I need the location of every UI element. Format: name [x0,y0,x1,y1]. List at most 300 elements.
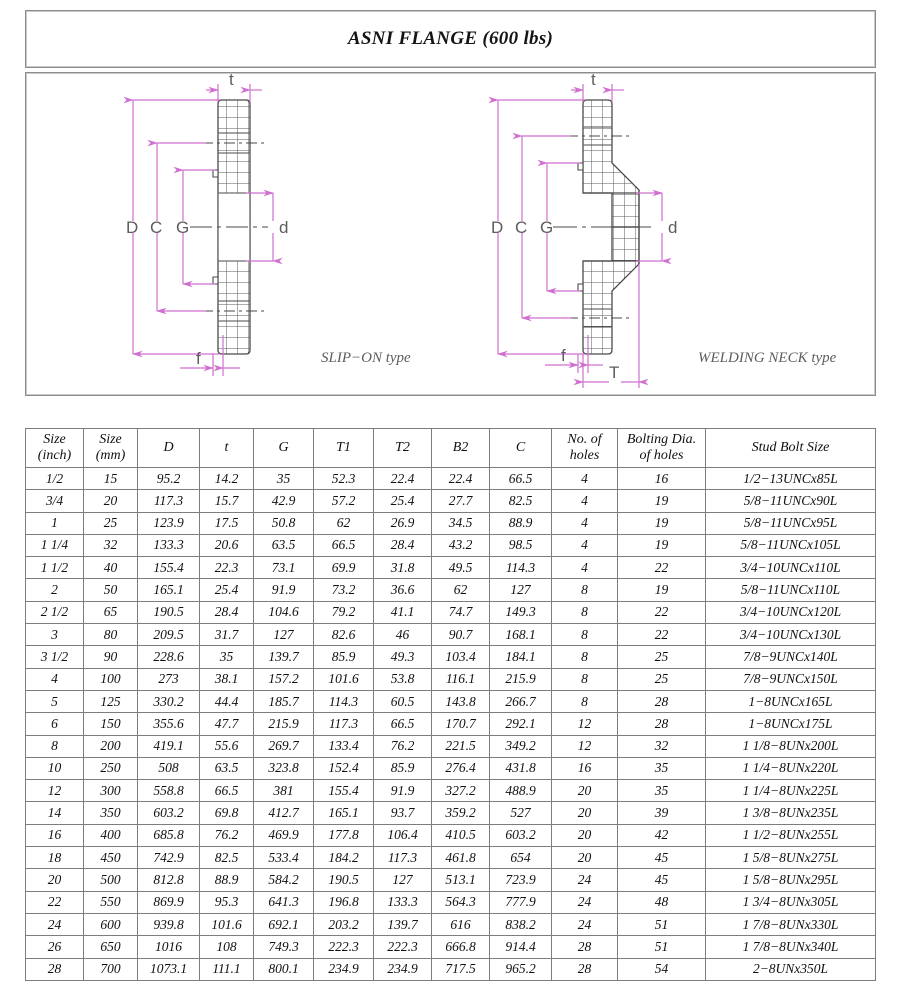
cell-3: 44.4 [200,690,254,712]
cell-5: 66.5 [314,534,374,556]
cell-5: 52.3 [314,468,374,490]
cell-11: 1 5/8−8UNx275L [706,847,876,869]
cell-4: 50.8 [254,512,314,534]
table-row [26,579,876,601]
cell-11: 1 7/8−8UNx330L [706,913,876,935]
cell-4: 800.1 [254,958,314,980]
column-header-line1: No. of [567,432,602,448]
column-header-line1: Bolting Dia. [626,432,697,448]
cell-2: 209.5 [138,624,200,646]
cell-0: 3/4 [26,490,84,512]
column-header-3 [200,429,254,468]
cell-6: 127 [374,869,432,891]
page-title-text: ASNI FLANGE (600 lbs) [347,28,554,49]
cell-2: 419.1 [138,735,200,757]
cell-1: 150 [84,713,138,735]
cell-0: 1 1/2 [26,557,84,579]
cell-8: 266.7 [490,690,552,712]
cell-6: 36.6 [374,579,432,601]
cell-0: 1 [26,512,84,534]
cell-2: 1016 [138,936,200,958]
cell-4: 533.4 [254,847,314,869]
table-row [26,780,876,802]
cell-10: 28 [618,690,706,712]
cell-1: 20 [84,490,138,512]
cell-1: 32 [84,534,138,556]
column-header-line1: Size [43,432,66,448]
table-row [26,512,876,534]
cell-2: 330.2 [138,690,200,712]
cell-4: 692.1 [254,913,314,935]
cell-0: 12 [26,780,84,802]
cell-4: 73.1 [254,557,314,579]
cell-8: 431.8 [490,757,552,779]
cell-8: 292.1 [490,713,552,735]
column-header-line1: C [515,440,526,456]
cell-8: 184.1 [490,646,552,668]
cell-10: 42 [618,824,706,846]
dim-label-G: G [176,218,190,237]
cell-9: 28 [552,936,618,958]
dim-label-f: f [196,349,201,368]
cell-2: 869.9 [138,891,200,913]
cell-1: 500 [84,869,138,891]
table-row [26,646,876,668]
column-header-6 [374,429,432,468]
cell-6: 222.3 [374,936,432,958]
slip-on-flange-drawing [116,73,426,396]
page-title [25,10,876,68]
cell-11: 7/8−9UNCx150L [706,668,876,690]
cell-8: 838.2 [490,913,552,935]
cell-10: 51 [618,913,706,935]
cell-5: 190.5 [314,869,374,891]
dim-label-G: G [540,218,554,237]
cell-6: 66.5 [374,713,432,735]
cell-5: 177.8 [314,824,374,846]
cell-6: 49.3 [374,646,432,668]
table-row [26,869,876,891]
cell-10: 25 [618,668,706,690]
cell-10: 25 [618,646,706,668]
table-body [26,468,876,981]
cell-7: 103.4 [432,646,490,668]
column-header-line2: (inch) [37,448,72,463]
cell-1: 550 [84,891,138,913]
cell-8: 66.5 [490,468,552,490]
column-header-line1: Stud Bolt Size [751,440,830,456]
cell-10: 16 [618,468,706,490]
dim-label-D: D [491,218,504,237]
cell-4: 63.5 [254,534,314,556]
cell-11: 1 1/2−8UNx255L [706,824,876,846]
cell-1: 40 [84,557,138,579]
cell-6: 76.2 [374,735,432,757]
cell-5: 222.3 [314,936,374,958]
cell-8: 777.9 [490,891,552,913]
cell-2: 155.4 [138,557,200,579]
dim-label-D: D [126,218,139,237]
cell-2: 742.9 [138,847,200,869]
cell-3: 88.9 [200,869,254,891]
dim-label-d: d [279,218,289,237]
cell-0: 14 [26,802,84,824]
cell-7: 27.7 [432,490,490,512]
cell-9: 8 [552,668,618,690]
cell-6: 93.7 [374,802,432,824]
cell-3: 101.6 [200,913,254,935]
cell-6: 22.4 [374,468,432,490]
cell-3: 55.6 [200,735,254,757]
table-header [26,429,876,468]
cell-3: 14.2 [200,468,254,490]
cell-1: 300 [84,780,138,802]
dim-label-d: d [668,218,678,237]
cell-0: 3 1/2 [26,646,84,668]
cell-9: 20 [552,780,618,802]
cell-3: 66.5 [200,780,254,802]
cell-8: 527 [490,802,552,824]
cell-5: 62 [314,512,374,534]
cell-2: 558.8 [138,780,200,802]
cell-1: 90 [84,646,138,668]
cell-3: 15.7 [200,490,254,512]
cell-0: 20 [26,869,84,891]
cell-7: 62 [432,579,490,601]
cell-4: 323.8 [254,757,314,779]
column-header-8 [490,429,552,468]
cell-1: 650 [84,936,138,958]
cell-2: 355.6 [138,713,200,735]
table-row [26,847,876,869]
cell-9: 20 [552,802,618,824]
cell-11: 3/4−10UNCx110L [706,557,876,579]
cell-6: 234.9 [374,958,432,980]
cell-5: 196.8 [314,891,374,913]
cell-11: 1 1/4−8UNx225L [706,780,876,802]
cell-9: 24 [552,891,618,913]
cell-6: 85.9 [374,757,432,779]
cell-2: 123.9 [138,512,200,534]
welding-neck-flange-drawing [481,73,811,396]
cell-8: 149.3 [490,601,552,623]
column-header-line1: Size [99,432,122,448]
cell-7: 359.2 [432,802,490,824]
cell-2: 165.1 [138,579,200,601]
cell-5: 165.1 [314,802,374,824]
cell-5: 79.2 [314,601,374,623]
cell-11: 1 5/8−8UNx295L [706,869,876,891]
cell-10: 32 [618,735,706,757]
cell-9: 28 [552,958,618,980]
cell-4: 641.3 [254,891,314,913]
cell-0: 1/2 [26,468,84,490]
cell-8: 654 [490,847,552,869]
cell-3: 17.5 [200,512,254,534]
cell-5: 57.2 [314,490,374,512]
cell-3: 35 [200,646,254,668]
cell-7: 513.1 [432,869,490,891]
cell-8: 127 [490,579,552,601]
cell-9: 4 [552,557,618,579]
cell-10: 45 [618,869,706,891]
cell-6: 26.9 [374,512,432,534]
cell-9: 12 [552,713,618,735]
column-header-1 [84,429,138,468]
cell-11: 3/4−10UNCx130L [706,624,876,646]
cell-6: 28.4 [374,534,432,556]
cell-11: 1 1/4−8UNx220L [706,757,876,779]
cell-2: 190.5 [138,601,200,623]
cell-1: 65 [84,601,138,623]
cell-8: 215.9 [490,668,552,690]
cell-11: 1−8UNCx165L [706,690,876,712]
table-row [26,824,876,846]
cell-9: 4 [552,468,618,490]
cell-7: 221.5 [432,735,490,757]
column-header-line1: G [278,440,289,456]
cell-0: 26 [26,936,84,958]
cell-0: 24 [26,913,84,935]
cell-0: 8 [26,735,84,757]
cell-3: 47.7 [200,713,254,735]
column-header-line2: (mm) [95,448,126,463]
cell-10: 19 [618,512,706,534]
cell-3: 111.1 [200,958,254,980]
cell-9: 8 [552,579,618,601]
cell-5: 114.3 [314,690,374,712]
dim-label-T: T [609,363,620,382]
cell-9: 24 [552,869,618,891]
cell-7: 410.5 [432,824,490,846]
cell-5: 73.2 [314,579,374,601]
cell-11: 1 7/8−8UNx340L [706,936,876,958]
cell-5: 234.9 [314,958,374,980]
cell-7: 74.7 [432,601,490,623]
table-row [26,601,876,623]
cell-4: 91.9 [254,579,314,601]
cell-6: 106.4 [374,824,432,846]
cell-9: 8 [552,646,618,668]
cell-8: 98.5 [490,534,552,556]
cell-10: 19 [618,490,706,512]
cell-0: 22 [26,891,84,913]
table-row [26,624,876,646]
cell-3: 95.3 [200,891,254,913]
column-header-line1: T1 [336,440,351,456]
cell-10: 28 [618,713,706,735]
cell-1: 200 [84,735,138,757]
cell-6: 60.5 [374,690,432,712]
cell-8: 603.2 [490,824,552,846]
cell-11: 1/2−13UNCx85L [706,468,876,490]
cell-10: 22 [618,624,706,646]
cell-8: 114.3 [490,557,552,579]
cell-3: 38.1 [200,668,254,690]
cell-7: 666.8 [432,936,490,958]
cell-9: 8 [552,601,618,623]
cell-7: 276.4 [432,757,490,779]
cell-0: 4 [26,668,84,690]
cell-4: 469.9 [254,824,314,846]
cell-7: 49.5 [432,557,490,579]
table-row [26,757,876,779]
cell-0: 16 [26,824,84,846]
cell-9: 16 [552,757,618,779]
cell-7: 717.5 [432,958,490,980]
cell-10: 51 [618,936,706,958]
cell-6: 139.7 [374,913,432,935]
cell-5: 117.3 [314,713,374,735]
cell-10: 54 [618,958,706,980]
cell-2: 273 [138,668,200,690]
cell-10: 45 [618,847,706,869]
table-row [26,713,876,735]
table-row [26,534,876,556]
cell-1: 80 [84,624,138,646]
cell-8: 88.9 [490,512,552,534]
cell-0: 10 [26,757,84,779]
column-header-10 [618,429,706,468]
table-row [26,690,876,712]
cell-1: 700 [84,958,138,980]
welding-neck-section-geometry [553,100,651,354]
cell-10: 35 [618,780,706,802]
cell-2: 685.8 [138,824,200,846]
cell-4: 35 [254,468,314,490]
cell-7: 616 [432,913,490,935]
column-header-line2: of holes [639,448,684,463]
table-row [26,958,876,980]
cell-2: 939.8 [138,913,200,935]
cell-4: 104.6 [254,601,314,623]
cell-0: 2 [26,579,84,601]
cell-4: 157.2 [254,668,314,690]
cell-6: 46 [374,624,432,646]
cell-2: 1073.1 [138,958,200,980]
cell-8: 914.4 [490,936,552,958]
column-header-line2: holes [569,448,600,463]
column-header-0 [26,429,84,468]
cell-5: 155.4 [314,780,374,802]
cell-0: 6 [26,713,84,735]
cell-3: 22.3 [200,557,254,579]
cell-3: 76.2 [200,824,254,846]
cell-1: 600 [84,913,138,935]
cell-3: 31.7 [200,624,254,646]
slip-on-type-label: SLIP−ON type [321,350,411,366]
cell-3: 108 [200,936,254,958]
table-row [26,557,876,579]
cell-2: 117.3 [138,490,200,512]
column-header-line1: t [224,440,229,456]
cell-9: 4 [552,512,618,534]
table-row [26,735,876,757]
cell-10: 22 [618,601,706,623]
column-header-2 [138,429,200,468]
cell-1: 350 [84,802,138,824]
table-row [26,936,876,958]
cell-7: 22.4 [432,468,490,490]
cell-0: 1 1/4 [26,534,84,556]
cell-1: 250 [84,757,138,779]
cell-7: 170.7 [432,713,490,735]
dim-label-t: t [591,73,596,89]
cell-5: 82.6 [314,624,374,646]
cell-1: 450 [84,847,138,869]
cell-7: 90.7 [432,624,490,646]
cell-5: 184.2 [314,847,374,869]
cell-5: 69.9 [314,557,374,579]
cell-7: 461.8 [432,847,490,869]
table-row [26,891,876,913]
cell-4: 185.7 [254,690,314,712]
slip-on-dimension-labels [126,73,288,368]
cell-10: 48 [618,891,706,913]
cell-7: 327.2 [432,780,490,802]
cell-8: 82.5 [490,490,552,512]
cell-11: 2−8UNx350L [706,958,876,980]
slip-on-section-geometry [190,100,268,354]
cell-4: 127 [254,624,314,646]
cell-7: 34.5 [432,512,490,534]
cell-3: 28.4 [200,601,254,623]
cell-9: 4 [552,490,618,512]
cell-2: 508 [138,757,200,779]
cell-8: 488.9 [490,780,552,802]
cell-11: 7/8−9UNCx140L [706,646,876,668]
column-header-4 [254,429,314,468]
cell-8: 349.2 [490,735,552,757]
cell-11: 5/8−11UNCx110L [706,579,876,601]
cell-6: 31.8 [374,557,432,579]
cell-7: 43.2 [432,534,490,556]
cell-5: 85.9 [314,646,374,668]
column-header-9 [552,429,618,468]
cell-11: 1 3/8−8UNx235L [706,802,876,824]
cell-3: 20.6 [200,534,254,556]
dim-label-t: t [229,73,234,89]
cell-10: 39 [618,802,706,824]
column-header-5 [314,429,374,468]
cell-4: 381 [254,780,314,802]
cell-8: 168.1 [490,624,552,646]
cell-11: 1−8UNCx175L [706,713,876,735]
cell-5: 152.4 [314,757,374,779]
cell-6: 53.8 [374,668,432,690]
cell-3: 69.8 [200,802,254,824]
cell-0: 18 [26,847,84,869]
cell-4: 749.3 [254,936,314,958]
table-row [26,490,876,512]
cell-9: 24 [552,913,618,935]
cell-1: 50 [84,579,138,601]
cell-2: 812.8 [138,869,200,891]
cell-9: 4 [552,534,618,556]
cell-0: 5 [26,690,84,712]
cell-9: 20 [552,847,618,869]
cell-3: 82.5 [200,847,254,869]
cell-3: 63.5 [200,757,254,779]
flange-dimensions-table [25,428,876,981]
cell-11: 3/4−10UNCx120L [706,601,876,623]
cell-11: 5/8−11UNCx105L [706,534,876,556]
cell-6: 117.3 [374,847,432,869]
cell-2: 603.2 [138,802,200,824]
cell-7: 564.3 [432,891,490,913]
cell-11: 1 1/8−8UNx200L [706,735,876,757]
cell-9: 8 [552,624,618,646]
